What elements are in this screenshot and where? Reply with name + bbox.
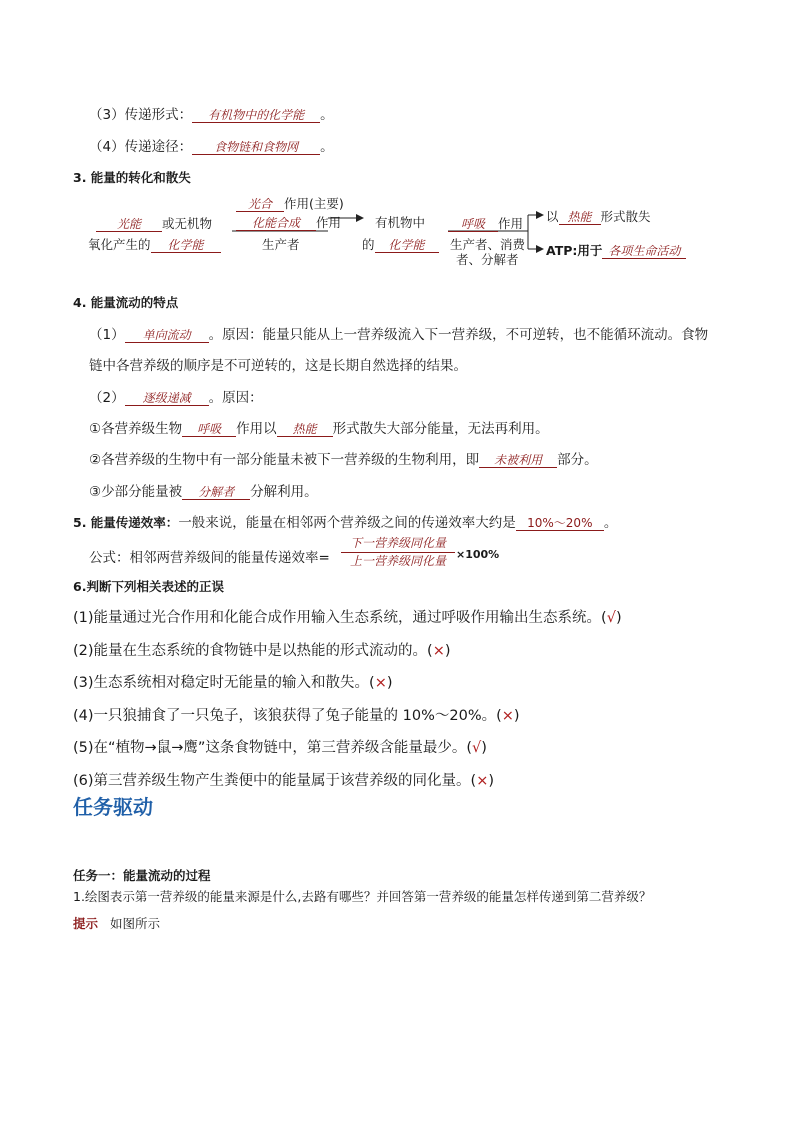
judgement-item: [73, 732, 622, 765]
respiration: [448, 214, 523, 232]
reason-2: [89, 448, 598, 468]
judgement-end: ): [444, 642, 451, 659]
judgement-item: [73, 635, 622, 668]
judgement-list: [73, 602, 622, 797]
reason-1-blank2: 热能: [277, 422, 333, 437]
section-3-title: 3. 能量的转化和散失: [73, 170, 191, 185]
formula-denominator: 上一营养级同化量: [349, 554, 446, 568]
reason-3-pre: ③少部分能量被: [89, 484, 183, 500]
output-atp-blank: 各项生命活动: [602, 244, 686, 259]
organic-line2: [362, 235, 439, 253]
respiration-blank: 呼吸: [448, 217, 498, 232]
source-blank-chem: 化学能: [151, 238, 221, 253]
task-hint: [73, 914, 160, 932]
formula-times: ×100%: [456, 548, 500, 561]
feature-2: [89, 386, 263, 406]
task-title: 任务一：能量流动的过程: [73, 868, 211, 883]
reason-2-post: 部分。: [557, 452, 598, 468]
judgement-item: [73, 667, 622, 700]
feature-2-label: （2）: [89, 390, 125, 406]
judgement-text: (4)一只狼捕食了一只兔子，该狼获得了兔子能量的 10%～20%。(: [73, 707, 502, 724]
judgement-mark: ×: [476, 772, 489, 789]
reason-3-blank: 分解者: [182, 485, 250, 500]
judgement-end: ): [386, 675, 393, 691]
feature-1-cont: 链中各营养级的顺序是不可逆转的，这是长期自然选择的结果。: [89, 358, 467, 374]
section-5: [73, 511, 617, 531]
section-5-text: 一般来说，能量在相邻两个营养级之间的传递效率大约是: [178, 515, 516, 531]
judgement-item: [73, 602, 622, 635]
item-3-answer: 有机物中的化学能: [192, 108, 320, 123]
task-question: 1.绘图表示第一营养级的能量来源是什么,去路有哪些？并回答第一营养级的能量怎样传递到第二营养级？: [73, 889, 652, 904]
process-blank-chemo: 化能合成: [236, 216, 316, 231]
respiration-text: 作用: [498, 216, 524, 231]
organic-text2: 的: [362, 237, 375, 252]
hint-text: 如图所示: [110, 916, 161, 931]
producer-label: 生产者: [262, 237, 300, 252]
hint-label: 提示: [73, 916, 99, 931]
judgement-end: ): [615, 610, 622, 626]
judgement-end: ): [513, 707, 520, 724]
section-6-title: 6.判断下列相关表述的正误: [73, 579, 224, 594]
judgement-mark: √: [606, 610, 616, 626]
judgement-mark: √: [472, 740, 482, 756]
formula-bar: [341, 552, 455, 553]
feature-1: [89, 323, 708, 343]
organic-blank: 化学能: [375, 238, 439, 253]
item-3-label: （3）传递形式：: [89, 107, 193, 123]
reason-2-pre: ②各营养级的生物中有一部分能量未被下一营养级的生物利用，即: [89, 452, 480, 468]
reason-1-pre: ①各营养级生物: [89, 421, 183, 437]
source-text1: 或无机物: [162, 216, 213, 231]
feature-2-text: 。原因：: [208, 390, 263, 406]
output-heat-pre: 以: [546, 209, 559, 224]
formula-numerator: 下一营养级同化量: [349, 536, 446, 550]
output-heat-post: 形式散失: [600, 209, 651, 224]
item-4-label: （4）传递途径：: [89, 139, 193, 155]
judgement-item: [73, 700, 622, 733]
feature-2-answer: 逐级递减: [125, 391, 209, 406]
judgement-end: ): [488, 772, 495, 789]
process-chemo-text: 作用: [316, 215, 342, 230]
reason-2-blank: 未被利用: [479, 453, 557, 468]
judgement-text: (2)能量在生态系统的食物链中是以热能的形式流动的。(: [73, 642, 433, 659]
process-photosynthesis: [236, 194, 344, 212]
consumers-line1: 生产者、消费: [450, 237, 526, 252]
source-blank-light: 光能: [96, 217, 162, 232]
output-heat: [546, 207, 651, 225]
task-heading: 任务驱动: [73, 795, 153, 819]
section-4-title: 4. 能量流动的特点: [73, 295, 179, 310]
section-5-answer: 10%～20%: [516, 516, 604, 531]
section-5-end: 。: [603, 515, 618, 531]
process-blank-photo: 光合: [236, 197, 284, 212]
output-atp-pre: ATP:用于: [546, 243, 603, 258]
judgement-mark: ×: [501, 707, 514, 724]
reason-1-blank: 呼吸: [182, 422, 236, 437]
judgement-end: ): [481, 740, 487, 756]
judgement-text: (3)生态系统相对稳定时无能量的输入和散失。(: [73, 675, 375, 691]
output-atp: [546, 241, 686, 259]
consumers-line2: 者、分解者: [456, 252, 519, 267]
reason-1-post: 形式散失大部分能量，无法再利用。: [332, 421, 549, 437]
reason-1-mid: 作用以: [236, 421, 277, 437]
organic-text1: 有机物中: [375, 215, 426, 230]
output-heat-blank: 热能: [559, 210, 601, 225]
judgement-text: (1)能量通过光合作用和化能合成作用输入生态系统，通过呼吸作用输出生态系统。(: [73, 610, 607, 626]
source-line1: [96, 214, 212, 232]
reason-3: [89, 480, 318, 500]
feature-1-text: 。原因：能量只能从上一营养级流入下一营养级，不可逆转，也不能循环流动。食物: [208, 327, 709, 343]
feature-1-answer: 单向流动: [125, 328, 209, 343]
source-line2: [88, 235, 221, 253]
reason-1: [89, 417, 549, 437]
process-photo-text: 作用(主要): [284, 196, 344, 211]
judgement-mark: ×: [432, 642, 445, 659]
item-4-answer: 食物链和食物网: [192, 140, 320, 155]
item-4-end: 。: [320, 139, 334, 155]
formula-fraction: [341, 536, 455, 569]
process-chemosynthesis: [236, 213, 341, 231]
item-3-end: 。: [320, 107, 334, 123]
judgement-text: (5)在“植物→鼠→鹰”这条食物链中，第三营养级含能量最少。(: [73, 740, 473, 756]
section-5-title: 5. 能量传递效率：: [73, 515, 179, 530]
judgement-item: [73, 765, 622, 798]
formula-label: 公式：相邻两营养级间的能量传递效率=: [89, 550, 330, 566]
judgement-mark: ×: [374, 675, 387, 691]
judgement-text: (6)第三营养级生物产生粪便中的能量属于该营养级的同化量。(: [73, 772, 477, 789]
feature-1-label: （1）: [89, 327, 125, 343]
source-text2: 氧化产生的: [88, 237, 151, 252]
reason-3-post: 分解利用。: [250, 484, 318, 500]
